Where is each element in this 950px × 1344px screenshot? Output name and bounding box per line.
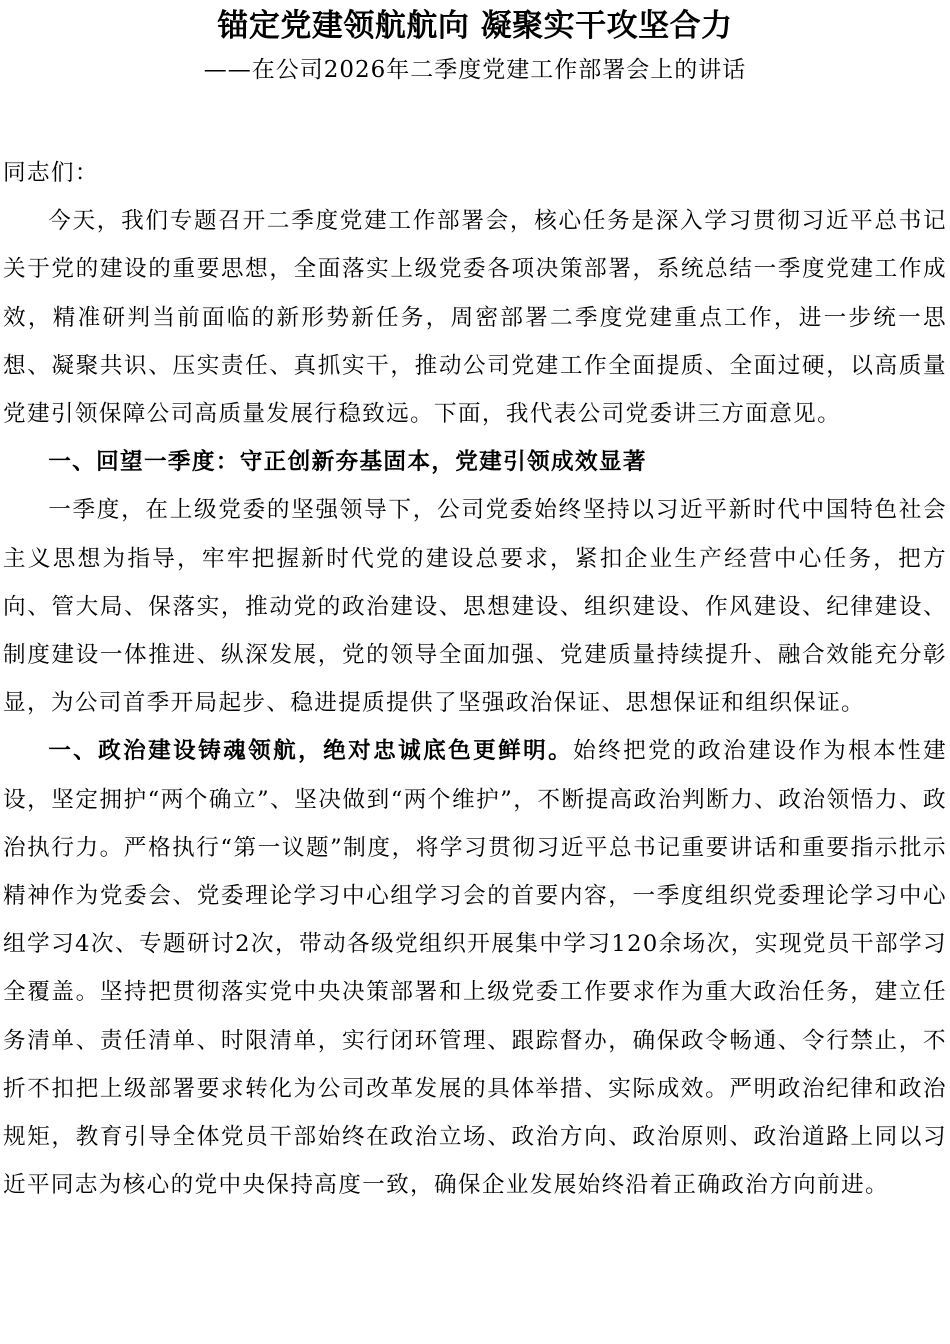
intro-paragraph: 今天，我们专题召开二季度党建工作部署会，核心任务是深入学习贯彻习近平总书记关于党的建设的重要思想，全面落实上级党委各项决策部署，系统总结一季度党建工作成效，精准研判当前面临的新形势新任务，周密部署二季度党建重点工作，进一步统一思想、凝聚共识、压实责任、真抓实干，推动公司党建工作全面提质、全面过硬，以高质量党建引领保障公司高质量发展行稳致远。下面，我代表公司党委讲三方面意见。 bbox=[3, 208, 947, 428]
point-1-lead: 一、政治建设铸魂领航，绝对忠诚底色更鲜明。 bbox=[48, 738, 574, 765]
document-body bbox=[3, 149, 947, 1209]
point-1-paragraph bbox=[3, 727, 947, 1209]
section-1-paragraph: 一季度，在上级党委的坚强领导下，公司党委始终坚持以习近平新时代中国特色社会主义思想为指导，牢牢把握新时代党的建设总要求，紧扣企业生产经营中心任务，把方向、管大局、保落实，推动党的政治建设、思想建设、组织建设、作风建设、纪律建设、制度建设一体推进、纵深发展，党的领导全面加强、党建质量持续提升、融合效能充分彰显，为公司首季开局起步、稳进提质提供了坚强政治保证、思想保证和组织保证。 bbox=[3, 497, 947, 717]
section-heading-1: 一、回望一季度：守正创新夯基固本，党建引领成效显著 bbox=[48, 449, 647, 476]
point-1-body: 始终把党的政治建设作为根本性建设，坚定拥护“两个确立”、坚决做到“两个维护”，不断提高政治判断力、政治领悟力、政治执行力。严格执行“第一议题”制度，将学习贯彻习近平总书记重要讲话和重要指示批示精神作为党委会、党委理论学习中心组学习会的首要内容，一季度组织党委理论学习中心组学习4次、专题研讨2次，带动各级党组织开展集中学习120余场次，实现党员干部学习全覆盖。坚持把贯彻落实党中央决策部署和上级党委工作要求作为重大政治任务，建立任务清单、责任清单、时限清单，实行闭环管理、跟踪督办，确保政令畅通、令行禁止，不折不扣把上级部署要求转化为公司改革发展的具体举措、实际成效。严明政治纪律和政治规矩，教育引导全体党员干部始终在政治立场、政治方向、政治原则、政治道路上同以习近平同志为核心的党中央保持高度一致，确保企业发展始终沿着正确政治方向前进。 bbox=[3, 738, 947, 1199]
document-title: 锚定党建领航航向 凝聚实干攻坚合力 bbox=[217, 8, 733, 44]
document-subtitle: ——在公司2026年二季度党建工作部署会上的讲话 bbox=[203, 57, 747, 83]
salutation: 同志们： bbox=[3, 160, 99, 186]
